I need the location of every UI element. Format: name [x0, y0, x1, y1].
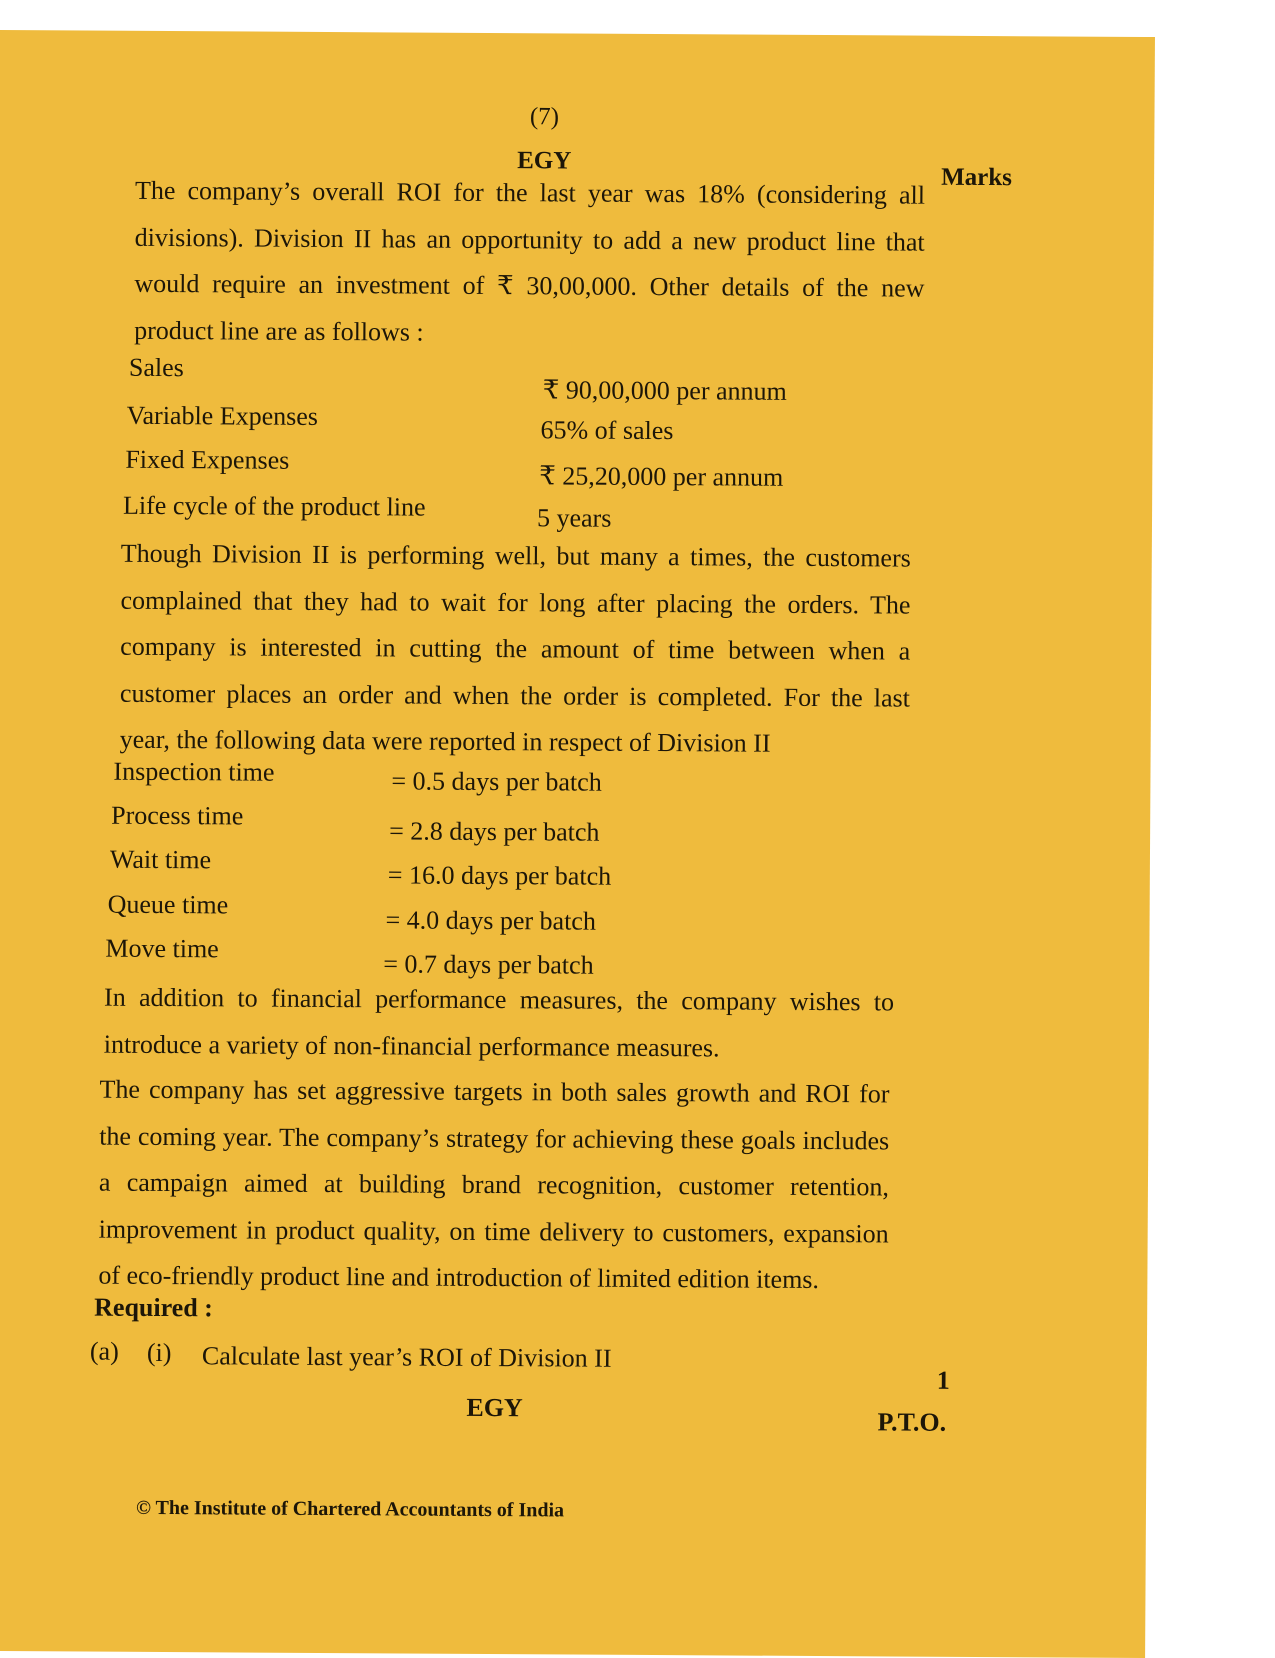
required-heading: Required : [94, 1292, 213, 1323]
detail-label: Variable Expenses [126, 400, 319, 431]
question-part-label: (a) [89, 1336, 119, 1366]
detail-value: 65% of sales [540, 415, 674, 446]
copyright-notice: © The Institute of Chartered Accountants of India [135, 1496, 565, 1522]
time-value: = 4.0 days per batch [385, 905, 596, 936]
paper-code-header: EGY [517, 147, 572, 175]
detail-value: 5 years [536, 503, 612, 533]
detail-label: Life cycle of the product line [123, 490, 426, 522]
marks-column-heading: Marks [941, 163, 1013, 192]
pto-label: P.T.O. [877, 1407, 947, 1437]
detail-label: Sales [128, 352, 184, 383]
time-value: = 16.0 days per batch [387, 860, 612, 891]
time-value: = 0.7 days per batch [383, 949, 594, 980]
nonfinancial-paragraph: In addition to financial performance measures, the company wishes to introduce a variety of non-financial performance measures. [103, 982, 895, 1062]
detail-value: ₹ 25,20,000 per annum [539, 461, 784, 492]
detail-value: ₹ 90,00,000 per annum [542, 375, 787, 406]
question-subpart-label: (i) [146, 1337, 172, 1368]
page-number: (7) [529, 103, 560, 131]
time-label: Process time [111, 800, 244, 831]
division-paragraph: Though Division II is performing well, but many a times, the customers complained that they had to wait for long after placing the orders. The company is interested in cutting the amount of time between when a customer places an order and when the order is completed. For the last year, the following data were reported in respect of Division II [119, 538, 911, 758]
time-label: Queue time [107, 889, 229, 920]
detail-label: Fixed Expenses [125, 444, 290, 475]
question-marks: 1 [936, 1365, 950, 1395]
strategy-paragraph: The company has set aggressive targets in both sales growth and ROI for the coming year. The company’s strategy for achieving these goals includes a campaign aimed at building brand recognition, customer retention, improvement in product quality, on time delivery to customers, expansion of eco-friendly product line and introduction of limited edition items. [98, 1074, 890, 1295]
time-label: Inspection time [113, 756, 275, 787]
time-value: = 0.5 days per batch [391, 766, 602, 797]
exam-page [0, 30, 1155, 1658]
intro-paragraph: The company’s overall ROI for the last year was 18% (considering all divisions). Division II has an opportunity to add a new product line that would require an investment of ₹ 30,00,000. Other details of the new product line are as follows : [134, 175, 926, 347]
time-value: = 2.8 days per batch [389, 816, 600, 847]
time-label: Wait time [109, 844, 212, 875]
paper-code-footer: EGY [466, 1392, 523, 1423]
question-text: Calculate last year’s ROI of Division II [201, 1341, 612, 1373]
time-label: Move time [105, 933, 219, 964]
